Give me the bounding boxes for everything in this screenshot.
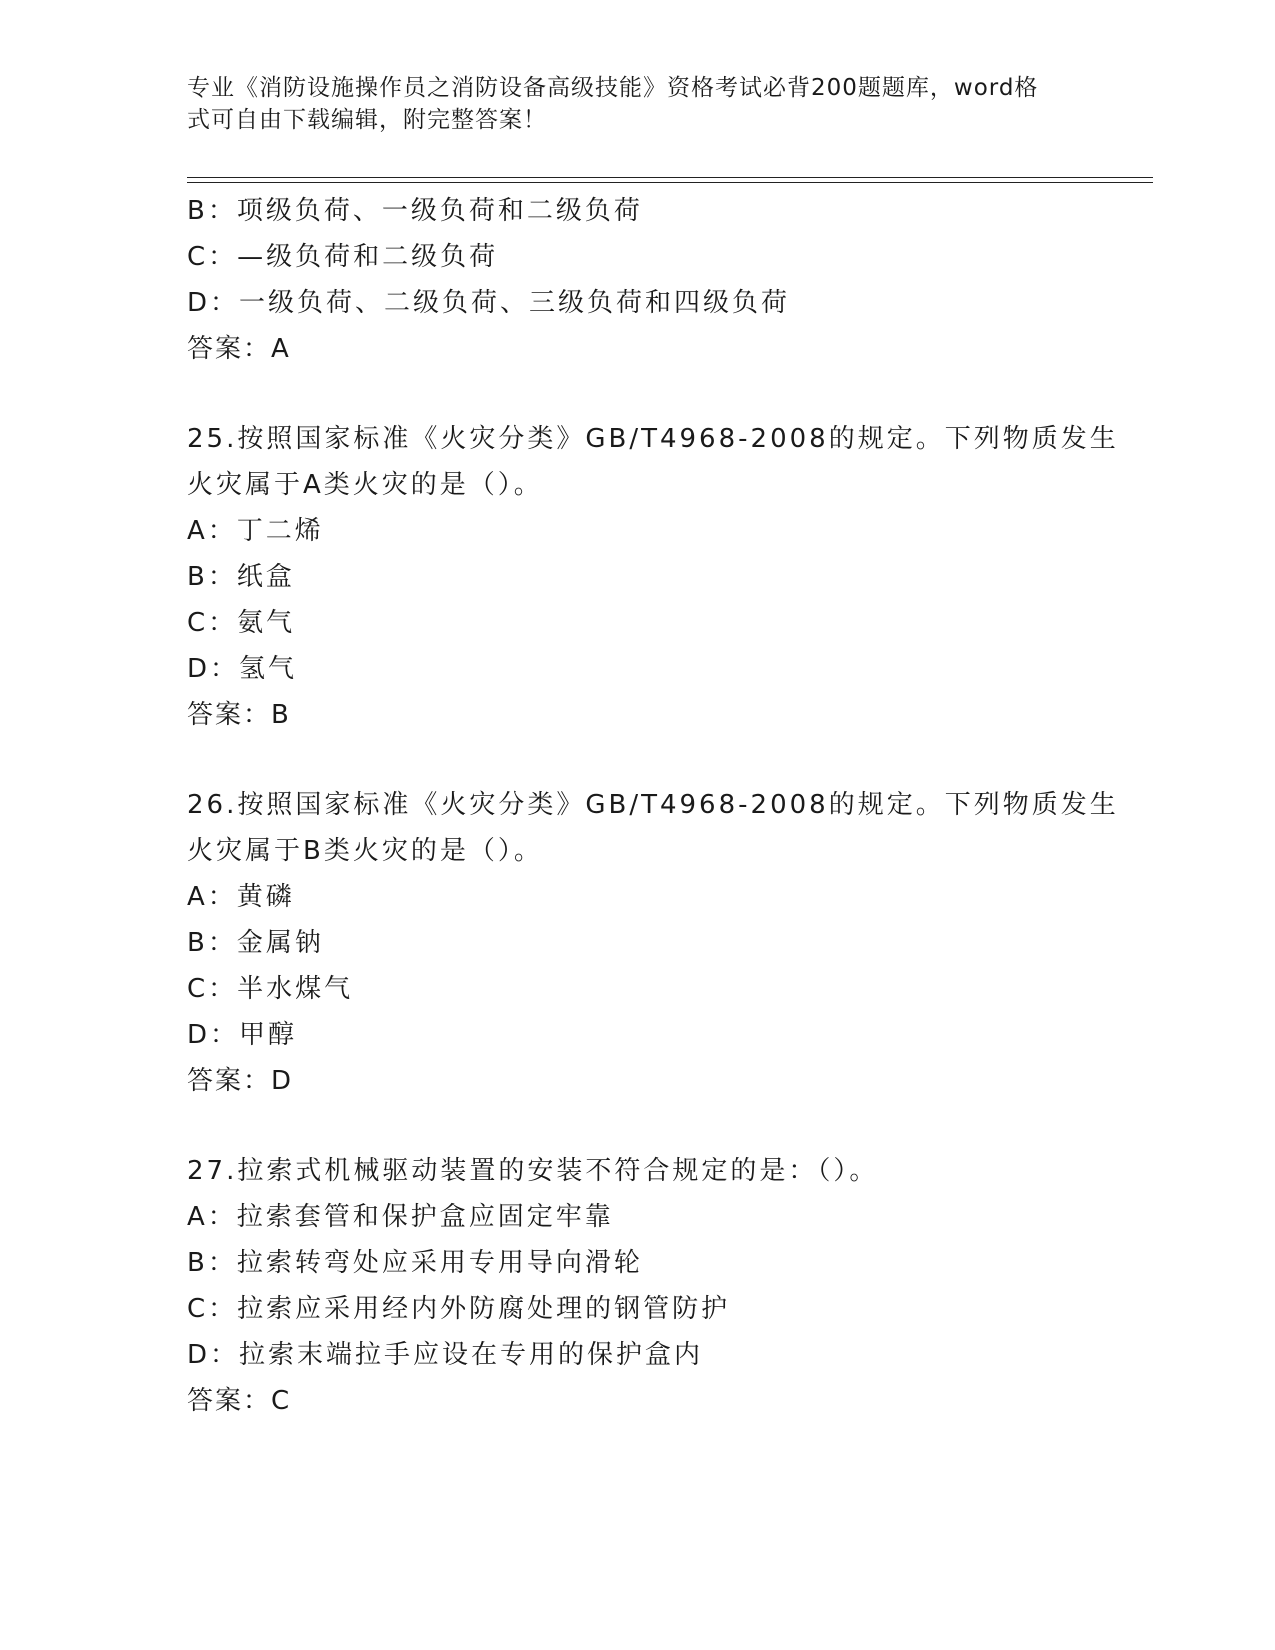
option-d: D：拉索末端拉手应设在专用的保护盒内 <box>187 1340 704 1370</box>
option-b: B：项级负荷、一级负荷和二级负荷 <box>187 196 643 226</box>
option-d: D：一级负荷、二级负荷、三级负荷和四级负荷 <box>187 288 791 318</box>
option-b: B：拉索转弯处应采用专用导向滑轮 <box>187 1248 643 1278</box>
header-divider-top <box>187 177 1153 178</box>
option-a: A：丁二烯 <box>187 516 324 546</box>
option-c: C：氨气 <box>187 608 296 638</box>
question-stem: 26.按照国家标准《火灾分类》GB/T4968-2008的规定。下列物质发生 <box>187 790 1119 820</box>
question-25 <box>187 416 1119 738</box>
question-stem: 27.拉索式机械驱动装置的安装不符合规定的是：（）。 <box>187 1156 879 1186</box>
answer: 答案：D <box>187 1066 294 1096</box>
option-b: B：纸盒 <box>187 562 295 592</box>
option-b: B：金属钠 <box>187 928 324 958</box>
question-27 <box>187 1148 1067 1424</box>
question-24-continued <box>187 188 1067 372</box>
option-d: D：甲醇 <box>187 1020 298 1050</box>
question-stem-continued: 火灾属于B类火灾的是（）。 <box>187 836 543 866</box>
option-c: C：半水煤气 <box>187 974 354 1004</box>
option-c: C：拉索应采用经内外防腐处理的钢管防护 <box>187 1294 731 1324</box>
option-a: A：拉索套管和保护盒应固定牢靠 <box>187 1202 614 1232</box>
header-divider-bottom <box>187 182 1153 183</box>
question-stem: 25.按照国家标准《火灾分类》GB/T4968-2008的规定。下列物质发生 <box>187 424 1119 454</box>
header-line-2: 式可自由下载编辑，附完整答案！ <box>187 107 547 133</box>
document-header <box>187 72 1067 136</box>
question-list <box>187 188 1119 1424</box>
question-stem-continued: 火灾属于A类火灾的是（）。 <box>187 470 543 500</box>
header-line-1: 专业《消防设施操作员之消防设备高级技能》资格考试必背200题题库，word格 <box>187 75 1039 101</box>
question-26 <box>187 782 1119 1104</box>
answer: 答案：C <box>187 1386 292 1416</box>
option-c: C：—级负荷和二级负荷 <box>187 242 499 272</box>
answer: 答案：A <box>187 334 291 364</box>
option-a: A：黄磷 <box>187 882 295 912</box>
option-d: D：氢气 <box>187 654 298 684</box>
answer: 答案：B <box>187 700 291 730</box>
